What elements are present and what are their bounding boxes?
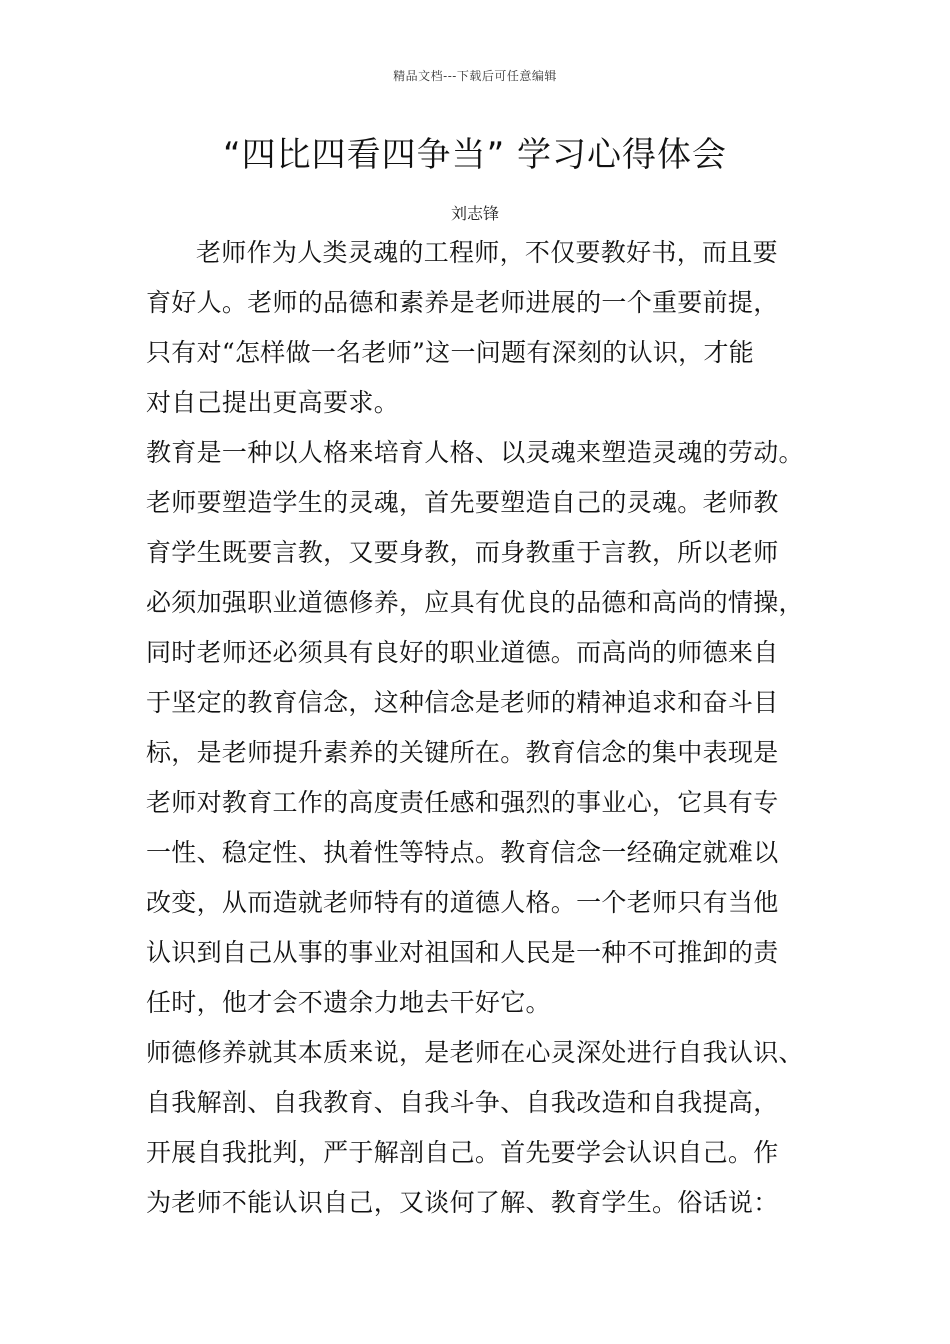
author-name: 刘志锋 (450, 204, 499, 223)
paragraph-line: 于坚定的教育信念，这种信念是老师的精神追求和奋斗目 (146, 688, 779, 717)
paragraph-line: 同时老师还必须具有良好的职业道德。而高尚的师德来自 (146, 638, 779, 667)
paragraph-line: 师德修养就其本质来说，是老师在心灵深处进行自我认识、 (146, 1038, 804, 1067)
paragraph-line: 改变，从而造就老师特有的道德人格。一个老师只有当他 (146, 888, 779, 917)
paragraph-line: 育好人。老师的品德和素养是老师进展的一个重要前提， (146, 288, 779, 317)
paragraph-line: 老师作为人类灵魂的工程师，不仅要教好书，而且要 (196, 238, 778, 267)
paragraph-line: 自我解剖、自我教育、自我斗争、自我改造和自我提高， (146, 1088, 779, 1117)
paragraph-line: 一性、稳定性、执着性等特点。教育信念一经确定就难以 (146, 838, 779, 867)
paragraph-line: 只有对“怎样做一名老师”这一问题有深刻的认识，才能 (146, 338, 755, 367)
paragraph-line: 老师对教育工作的高度责任感和强烈的事业心，它具有专 (146, 788, 779, 817)
paragraph-line: 教育是一种以人格来培育人格、以灵魂来塑造灵魂的劳动。 (146, 438, 804, 467)
paragraph-line: 育学生既要言教，又要身教，而身教重于言教，所以老师 (146, 538, 779, 567)
paragraph-line: 任时，他才会不遗余力地去干好它。 (146, 988, 551, 1017)
paragraph-line: 开展自我批判，严于解剖自己。首先要学会认识自己。作 (146, 1138, 779, 1167)
paragraph-line: 认识到自己从事的事业对祖国和人民是一种不可推卸的责 (146, 938, 779, 967)
paragraph-line: 必须加强职业道德修养，应具有优良的品德和高尚的情操， (146, 588, 804, 617)
paragraph-line: 标，是老师提升素养的关键所在。教育信念的集中表现是 (146, 738, 779, 767)
body-text (146, 228, 806, 1228)
paragraph-line: 老师要塑造学生的灵魂，首先要塑造自己的灵魂。老师教 (146, 488, 779, 517)
paragraph-line: 为老师不能认识自己，又谈何了解、教育学生。俗话说： (146, 1188, 779, 1217)
paragraph-line: 对自己提出更高要求。 (146, 388, 400, 417)
header-note: 精品文档---下载后可任意编辑 (393, 69, 557, 83)
document-title: “四比四看四争当” 学习心得体会 (222, 135, 728, 175)
